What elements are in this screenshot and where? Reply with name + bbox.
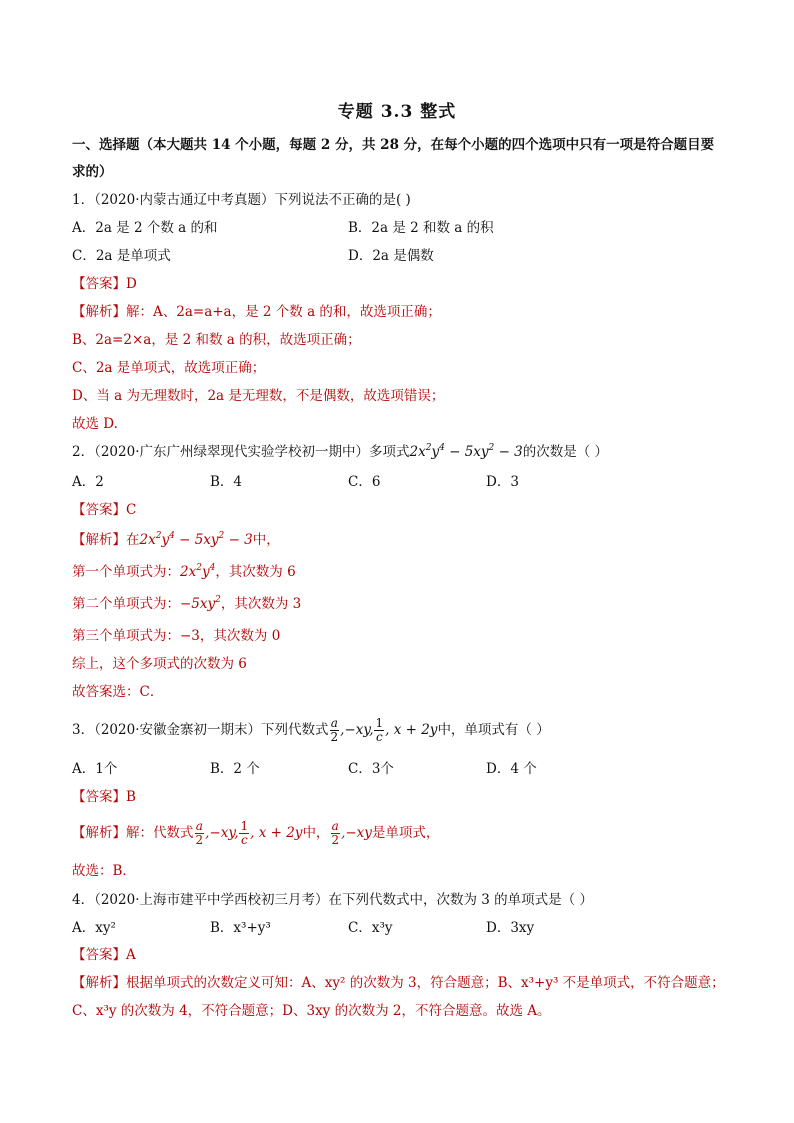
q2-analysis-2-pre: 第一个单项式为： [72, 564, 180, 580]
q2-stem [72, 443, 608, 461]
q3-option-d: D．4 个 [486, 761, 537, 777]
q2-analysis-polynomial: $2x^2y^4 - 5xy^2 - 3$ [139, 531, 253, 548]
section-heading-line-2: 求的） [72, 164, 113, 180]
q4-stem: 4．（2020·上海市建平中学西校初三月考）在下列代数式中，次数为 3 的单项式是（ ） [72, 892, 593, 908]
q1-analysis-1 [72, 303, 441, 321]
q1-analysis-3: C、2a 是单项式，故选项正确； [72, 360, 266, 376]
q2-analysis-1-pre: 在 [126, 532, 140, 548]
q3-analysis-fraction-1-over-c: $\frac{1}{c}$ [240, 819, 249, 847]
q2-analysis-3 [72, 595, 301, 613]
q4-option-d: D．3xy [486, 920, 535, 936]
q2-analysis-1-post: 中， [252, 532, 280, 548]
q1-analysis-2: B、2a=2×a，是 2 和数 a 的积，故选项正确； [72, 332, 361, 348]
q2-stem-post: 的次数是（ ） [522, 444, 609, 460]
q1-stem: 1．（2020·内蒙古通辽中考真题）下列说法不正确的是( ) [72, 192, 411, 208]
q3-analysis-2: 故选：B． [72, 863, 136, 879]
q4-option-b: B．x³+y³ [210, 920, 271, 936]
analysis-tag: 【解析】 [72, 304, 126, 320]
q2-stem-pre: 2．（2020·广东广州绿翠现代实验学校初一期中）多项式 [72, 444, 410, 460]
q3-option-b: B．2 个 [210, 761, 260, 777]
section-heading-line-1: 一、选择题（本大题共 14 个小题，每题 2 分，共 28 分，在每个小题的四个选项中只有一项是符合题目要 [72, 137, 715, 153]
q2-term-2: $-5xy^2$ [180, 595, 221, 612]
q2-analysis-3-post: ，其次数为 3 [220, 596, 302, 612]
q2-analysis-6: 故答案选：C． [72, 684, 164, 700]
q2-polynomial: $2x^2y^4 - 5xy^2 - 3$ [409, 443, 523, 460]
q1-analysis-4: D、当 a 为无理数时，2a 是无理数，不是偶数，故选项错误； [72, 388, 445, 404]
q3-option-a: A．1个 [72, 761, 118, 777]
q4-analysis-2: C、x³y 的次数为 4，不符合题意；D、3xy 的次数为 2，不符合题意。故选 A。 [72, 1003, 551, 1019]
answer-tag: 【答案】 [72, 947, 126, 963]
q4-answer [72, 946, 136, 964]
q1-option-b: B．2a 是 2 和数 a 的积 [348, 220, 494, 236]
q2-option-a: A．2 [72, 474, 104, 490]
q2-option-d: D．3 [486, 474, 519, 490]
q3-analysis-fraction-a-over-2: $\frac{a}{2}$ [195, 819, 204, 847]
q2-analysis-1 [72, 531, 280, 549]
answer-tag: 【答案】 [72, 276, 126, 292]
q3-analysis-1-pre: 解：代数式 [126, 825, 194, 841]
q3-fraction-a-over-2: $\frac{a}{2}$ [330, 716, 339, 744]
q3-analysis-fraction-a-over-2-b: $\frac{a}{2}$ [331, 819, 340, 847]
q4-option-a: A．xy² [72, 920, 116, 936]
q3-analysis-1-post: 是单项式， [371, 825, 440, 841]
q4-answer-value: A [126, 947, 136, 963]
q3-fraction-1-over-c: $\frac{1}{c}$ [375, 716, 384, 744]
page-title: 专题 3.3 整式 [337, 102, 457, 122]
q4-analysis-1 [72, 974, 725, 992]
q3-analysis-1-mid: 中， [302, 825, 330, 841]
q4-option-c: C．x³y [348, 920, 393, 936]
q1-answer [72, 275, 137, 293]
analysis-tag: 【解析】 [72, 975, 126, 991]
q3-analysis-1: 【解析】解：代数式 $\frac{a}{2}$ ,−xy, $\frac{1}{c}$ , x + 2y中， $\frac{a}{2}$ ,−xy是单项式， [72, 819, 440, 847]
q3-answer-value: B [126, 789, 136, 805]
q3-answer [72, 788, 136, 806]
q2-option-c: C．6 [348, 474, 381, 490]
q2-analysis-3-pre: 第二个单项式为： [72, 596, 180, 612]
q1-option-c: C．2a 是单项式 [72, 248, 171, 264]
q2-answer-value: C [126, 502, 137, 518]
q2-analysis-2-post: ，其次数为 6 [215, 564, 296, 580]
q2-term-1: $2x^2y^4$ [180, 563, 216, 580]
q3-stem: 3．（2020·安徽金寨初一期末）下列代数式 $\frac{a}{2}$ ,−xy, $\frac{1}{c}$ , x + 2y中，单项式有（ ） [72, 716, 550, 744]
q3-stem-pre: 3．（2020·安徽金寨初一期末）下列代数式 [72, 722, 329, 738]
analysis-tag: 【解析】 [72, 532, 126, 548]
answer-tag: 【答案】 [72, 502, 126, 518]
q2-answer [72, 501, 136, 519]
q2-analysis-4: 第三个单项式为：−3，其次数为 0 [72, 628, 281, 644]
q2-analysis-5: 综上，这个多项式的次数为 6 [72, 656, 247, 672]
q1-analysis-5: 故选 D. [72, 416, 118, 432]
q3-option-c: C．3个 [348, 761, 394, 777]
q3-stem-post: 中，单项式有（ ） [437, 722, 550, 738]
q1-answer-value: D [126, 276, 137, 292]
q1-analysis-text-1: 解：A、2a=a+a，是 2 个数 a 的和，故选项正确； [126, 304, 441, 320]
q1-option-d: D．2a 是偶数 [348, 248, 434, 264]
answer-tag: 【答案】 [72, 789, 126, 805]
q1-option-a: A．2a 是 2 个数 a 的和 [72, 220, 218, 236]
q2-analysis-2 [72, 563, 296, 581]
analysis-tag: 【解析】 [72, 825, 126, 841]
q4-analysis-text-1: 根据单项式的次数定义可知：A、xy² 的次数为 3，符合题意；B、x³+y³ 不是单项式，不符合题意； [126, 975, 725, 991]
q2-option-b: B．4 [210, 474, 243, 490]
